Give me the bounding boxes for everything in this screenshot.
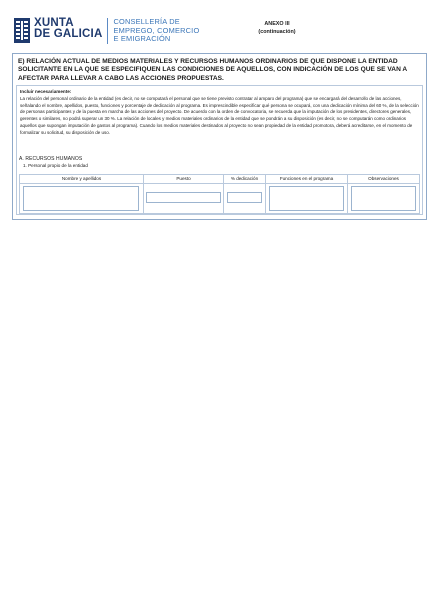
- subsection-item: 1. Personal propio de la entidad: [23, 163, 88, 168]
- intro-heading: Incluir necesariamente:: [20, 89, 72, 94]
- header-dedication: % dedicación: [224, 175, 266, 184]
- name-textarea[interactable]: [23, 186, 139, 211]
- document-header: [14, 18, 425, 48]
- section-title: E) RELACIÓN ACTUAL DE MEDIOS MATERIALES Y RECURSOS HUMANOS ORDINARIOS DE QUE DISPONE LA ENTIDAD SOLICITANTE EN LA QUE SE ESPECIFIQUEN LAS CONDICIONES DE AQUELLOS, CON INDICACIÓN DE LOS QUE SE VAN A AFECTAR PARA LLEVAR A CABO LAS ACCIONES PROPUESTAS.: [18, 58, 407, 82]
- dedication-input[interactable]: [227, 192, 262, 203]
- annex-label: [232, 20, 322, 36]
- header-name: Nombre y apellidos: [20, 175, 144, 184]
- logo-divider: [107, 18, 108, 44]
- header-position: Puesto: [144, 175, 224, 184]
- section-content-box: [16, 85, 423, 215]
- subsection-heading: A. RECURSOS HUMANOS: [19, 156, 83, 162]
- personnel-table: [19, 174, 420, 214]
- annex-subtitle: (continuación): [258, 29, 296, 35]
- logo-line-1: XUNTA: [34, 17, 74, 29]
- header-functions: Funciones en el programa: [266, 175, 348, 184]
- intro-paragraph: La relación del personal ordinario de la entidad (es decir, no se computará el personal que se tiene previsto contratar al amparo del programa) que se encargará del desarrollo de las acciones, señalando el nombre, apellidos, puesto, funciones y porcentaje de dedicación al programa. Es imprescindible especificar qué persona se ocupará, con una dedicación mínima del 60 %, de la selección de personas participantes y de la puesta en marcha de las acciones del proyecto. De acuerdo con la orden de convocatoria, se recuerda que la imputación de los presidentes, directores generales, gerentes o similares, no podrá superar un 30 %. La relación de locales y medios materiales ordinarios de la entidad que se pondrán a su disposición (es decir, no se computarán como ordinarios aquellos que supongan imputación de gastos al programa). Cuando los medios materiales destinados al proyecto no sean propiedad de la entidad promotora, deberá acreditarse, en el momento de formalizar su solicitud, su disposición de uso.: [20, 96, 419, 135]
- section-e-frame: [12, 53, 427, 220]
- dedication-cell: [224, 184, 266, 213]
- name-cell: [20, 184, 144, 213]
- annex-title: ANEXO III: [264, 21, 290, 27]
- xunta-logo: [14, 18, 199, 44]
- logo-line-2: DE GALICIA: [34, 28, 103, 40]
- xunta-wordmark: [34, 18, 102, 40]
- position-input[interactable]: [146, 192, 221, 203]
- department-name: [113, 18, 199, 44]
- dept-line-2: EMPREGO, COMERCIO: [113, 25, 200, 35]
- functions-textarea[interactable]: [269, 186, 344, 211]
- position-cell: [144, 184, 224, 213]
- dept-line-3: E EMIGRACIÓN: [113, 34, 171, 43]
- functions-cell: [266, 184, 348, 213]
- header-observations: Observaciones: [348, 175, 419, 184]
- dept-line-1: CONSELLERÍA DE: [113, 17, 180, 26]
- observations-textarea[interactable]: [351, 186, 416, 211]
- observations-cell: [348, 184, 419, 213]
- xunta-shield-icon: [14, 18, 30, 43]
